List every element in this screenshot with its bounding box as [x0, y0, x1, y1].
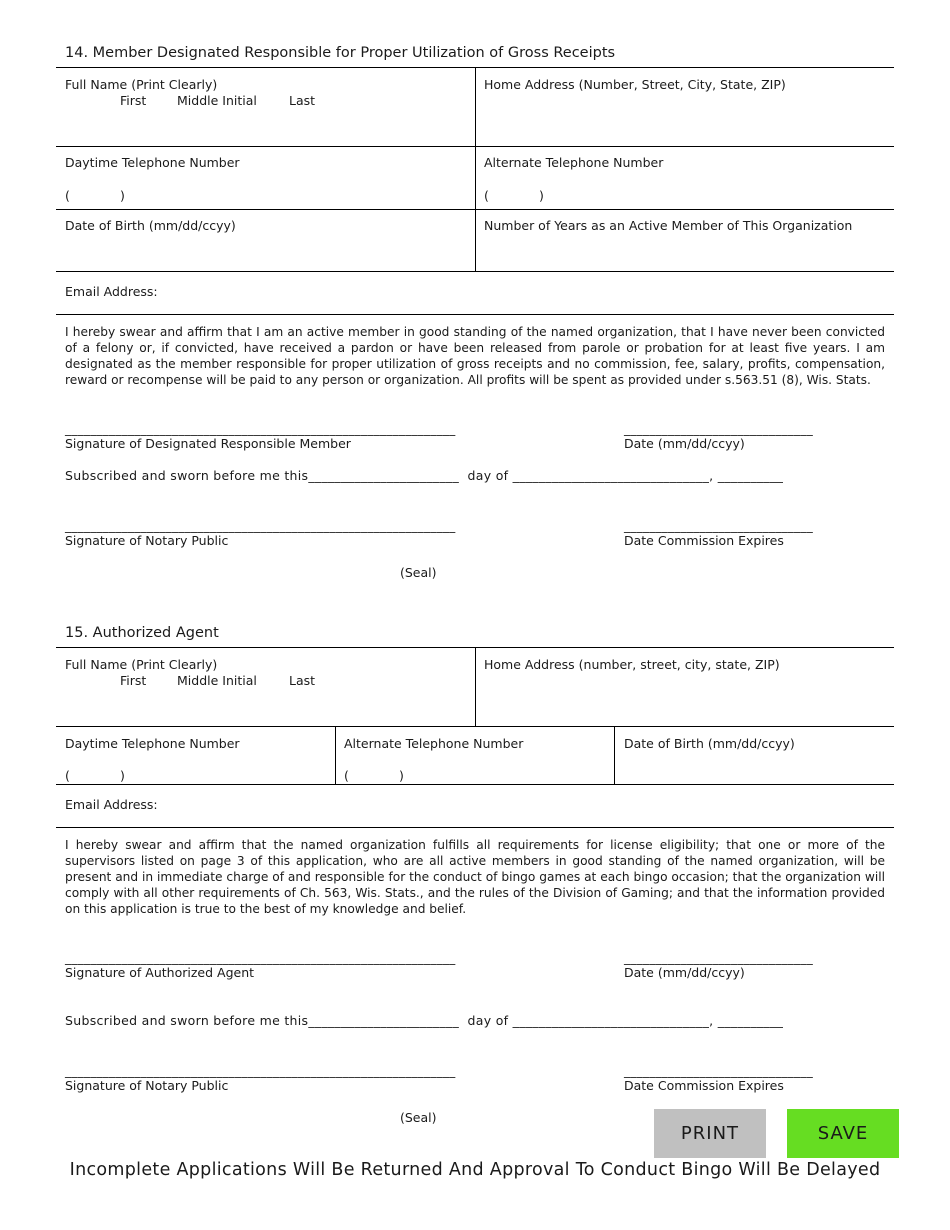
daytime-phone-label: Daytime Telephone Number — [65, 736, 240, 751]
divider — [56, 827, 894, 828]
divider — [56, 146, 894, 147]
phone-area-close: ) — [399, 768, 404, 783]
seal-label: (Seal) — [400, 1110, 437, 1125]
dob-input[interactable] — [57, 236, 473, 269]
agent-daytime-phone-input[interactable] — [57, 753, 333, 782]
signature-line[interactable]: ______________________________________________________________ — [65, 951, 456, 965]
section-15-title: 15. Authorized Agent — [65, 625, 219, 641]
commission-label: Date Commission Expires — [624, 533, 784, 548]
name-first-label: First — [120, 93, 147, 108]
divider — [56, 314, 894, 315]
subscribed-line[interactable]: Subscribed and sworn before me this_______________________ day of ______________________________, __________ — [65, 1013, 784, 1028]
signature-label: Signature of Authorized Agent — [65, 965, 255, 980]
divider — [475, 647, 476, 726]
agent-dob-input[interactable] — [616, 753, 892, 782]
divider — [335, 726, 336, 784]
phone-area-close: ) — [539, 188, 544, 203]
home-address-label: Home Address (Number, Street, City, State, ZIP) — [484, 77, 786, 92]
divider — [56, 784, 894, 785]
phone-area-close: ) — [120, 188, 125, 203]
alternate-phone-label: Alternate Telephone Number — [484, 155, 664, 170]
notary-signature-line[interactable]: ______________________________________________________________ — [65, 519, 456, 533]
footer-notice: Incomplete Applications Will Be Returned And Approval To Conduct Bingo Will Be Delayed — [69, 1160, 881, 1180]
alternate-phone-input[interactable] — [477, 172, 892, 207]
full-name-input[interactable] — [57, 112, 473, 144]
home-address-input[interactable] — [477, 96, 892, 144]
full-name-label: Full Name (Print Clearly) — [65, 77, 218, 92]
email-input[interactable] — [165, 278, 892, 310]
date-line[interactable]: ______________________________ — [624, 422, 813, 436]
dob-label: Date of Birth (mm/dd/ccyy) — [624, 736, 795, 751]
date-label: Date (mm/dd/ccyy) — [624, 436, 745, 451]
name-first-label: First — [120, 673, 147, 688]
signature-line[interactable]: ______________________________________________________________ — [65, 422, 456, 436]
daytime-phone-label: Daytime Telephone Number — [65, 155, 240, 170]
name-middle-label: Middle Initial — [177, 673, 257, 688]
daytime-phone-input[interactable] — [57, 172, 473, 207]
phone-area-open: ( — [65, 768, 70, 783]
phone-area-close: ) — [120, 768, 125, 783]
divider — [56, 726, 894, 727]
phone-area-open: ( — [344, 768, 349, 783]
save-button[interactable]: SAVE — [787, 1109, 899, 1158]
agent-full-name-input[interactable] — [57, 692, 473, 724]
name-last-label: Last — [289, 673, 316, 688]
email-label: Email Address: — [65, 797, 158, 812]
commission-date-line[interactable]: ______________________________ — [624, 519, 813, 533]
divider — [56, 209, 894, 210]
agent-alternate-phone-input[interactable] — [337, 753, 612, 782]
phone-area-open: ( — [484, 188, 489, 203]
agent-email-input[interactable] — [165, 791, 892, 823]
years-member-input[interactable] — [477, 236, 892, 269]
home-address-label: Home Address (number, street, city, state, ZIP) — [484, 657, 780, 672]
date-label: Date (mm/dd/ccyy) — [624, 965, 745, 980]
alternate-phone-label: Alternate Telephone Number — [344, 736, 524, 751]
section-14-title: 14. Member Designated Responsible for Proper Utilization of Gross Receipts — [65, 45, 616, 61]
affirmation-text: I hereby swear and affirm that I am an active member in good standing of the named organization, that I have never been convicted of a felony or, if convicted, have received a pardon or have been released from parole or probation for at least five years. I am designated as the member responsible for proper utilization of gross receipts and no commission, fee, salary, profits, compensation, reward or recompense will be paid to any person or organization. All profits will be spent as provided under s.563.51 (8), Wis. Stats. — [65, 325, 885, 387]
date-line[interactable]: ______________________________ — [624, 951, 813, 965]
print-button[interactable]: PRINT — [654, 1109, 766, 1158]
commission-date-line[interactable]: ______________________________ — [624, 1064, 813, 1078]
seal-label: (Seal) — [400, 565, 437, 580]
years-member-label: Number of Years as an Active Member of This Organization — [484, 218, 853, 233]
divider — [475, 67, 476, 271]
phone-area-open: ( — [65, 188, 70, 203]
agent-home-address-input[interactable] — [477, 676, 892, 724]
email-label: Email Address: — [65, 284, 158, 299]
notary-label: Signature of Notary Public — [65, 1078, 229, 1093]
notary-signature-line[interactable]: ______________________________________________________________ — [65, 1064, 456, 1078]
affirmation-text: I hereby swear and affirm that the named organization fulfills all requirements for license eligibility; that one or more of the supervisors listed on page 3 of this application, who are all active members in good standing of the named organization, will be present and in immediate charge of and responsible for the conduct of bingo games at each bingo occasion; that the organization will comply with all other requirements of Ch. 563, Wis. Stats., and the rules of the Division of Gaming; and that the information provided on this application is true to the best of my knowledge and belief. — [65, 838, 885, 916]
name-last-label: Last — [289, 93, 316, 108]
divider — [56, 271, 894, 272]
subscribed-line[interactable]: Subscribed and sworn before me this_______________________ day of ______________________________, __________ — [65, 468, 784, 483]
name-middle-label: Middle Initial — [177, 93, 257, 108]
notary-label: Signature of Notary Public — [65, 533, 229, 548]
dob-label: Date of Birth (mm/dd/ccyy) — [65, 218, 236, 233]
signature-label: Signature of Designated Responsible Member — [65, 436, 351, 451]
commission-label: Date Commission Expires — [624, 1078, 784, 1093]
divider — [614, 726, 615, 784]
full-name-label: Full Name (Print Clearly) — [65, 657, 218, 672]
